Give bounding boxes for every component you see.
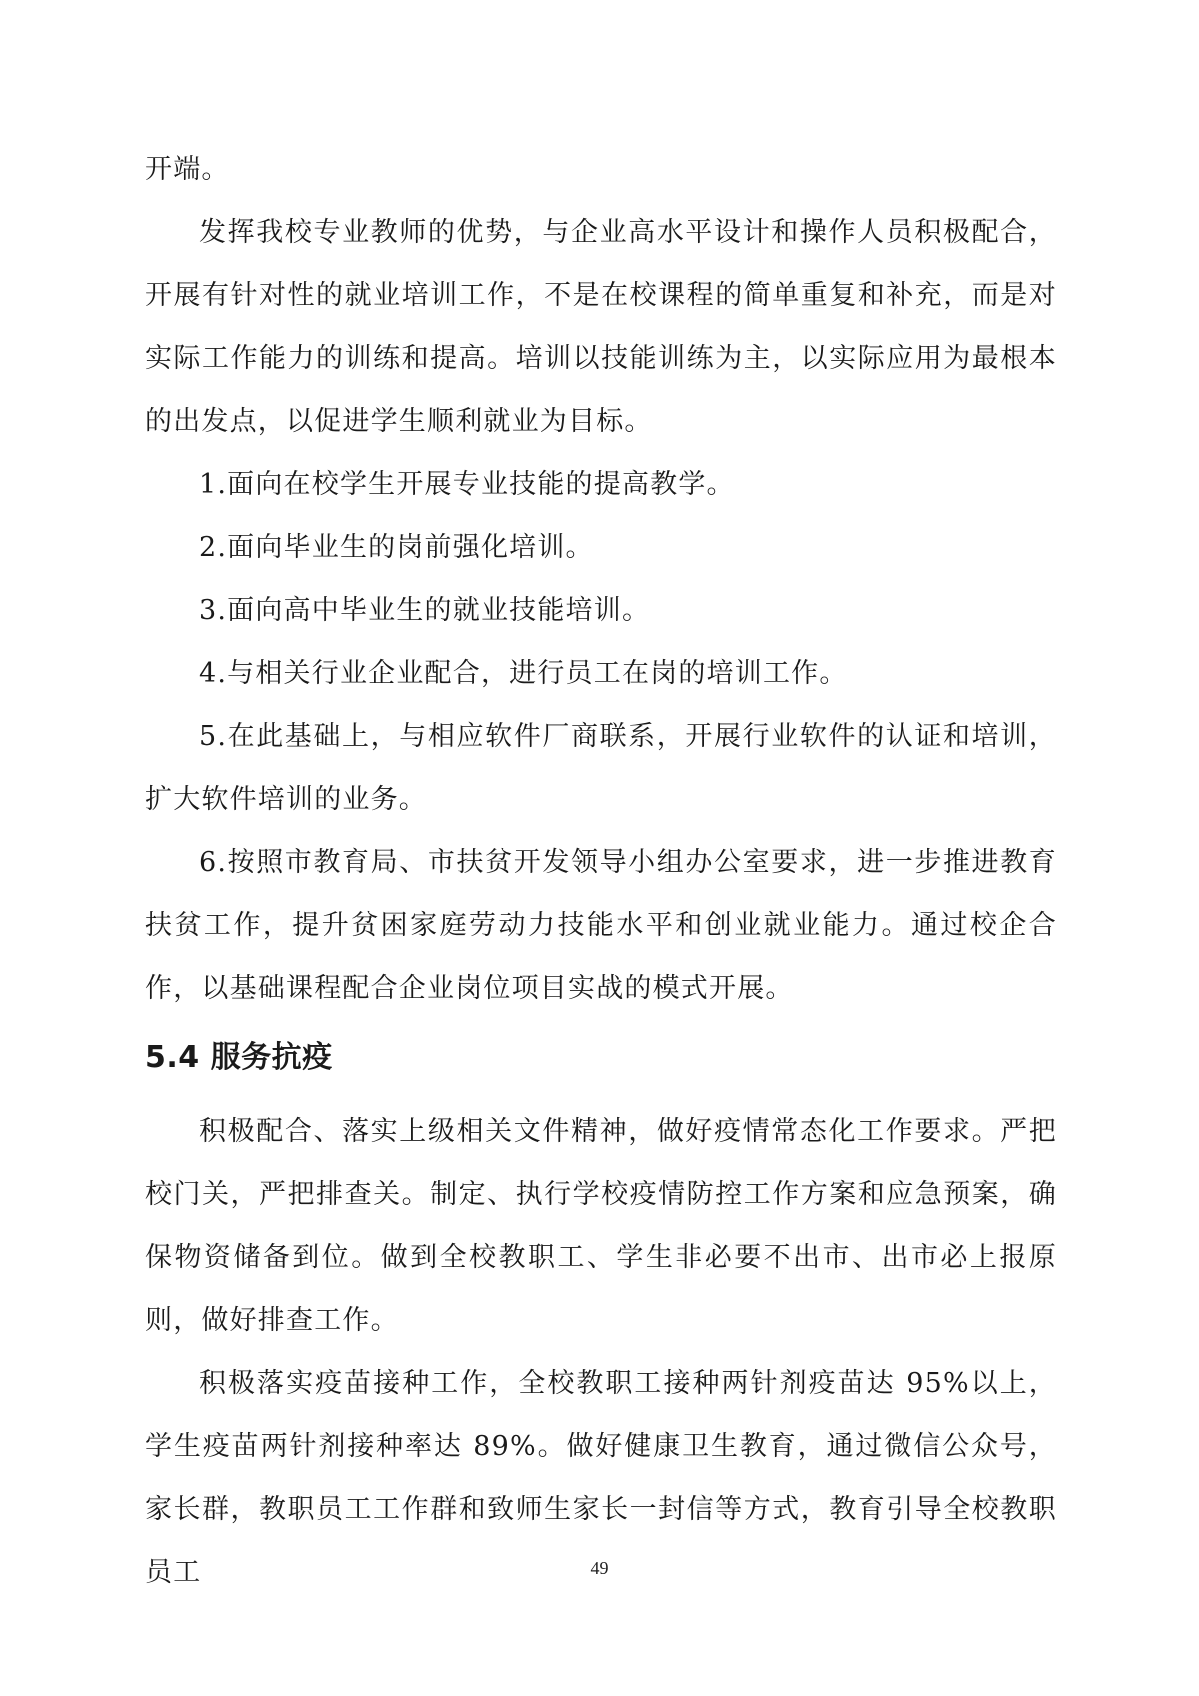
section-paragraph: 积极配合、落实上级相关文件精神，做好疫情常态化工作要求。严把校门关，严把排查关。制定、执行学校疫情防控工作方案和应急预案，确保物资储备到位。做到全校教职工、学生非必要不出市、出市必上报原则，做好排查工作。 xyxy=(145,1116,1057,1336)
section-heading: 5.4 服务抗疫 xyxy=(145,1040,333,1075)
list-item: 2.面向毕业生的岗前强化培训。 xyxy=(199,532,594,563)
continuation-text: 开端。 xyxy=(145,154,230,185)
page-number: 49 xyxy=(590,1558,609,1578)
section-paragraph: 积极落实疫苗接种工作，全校教职工接种两针剂疫苗达 95%以上，学生疫苗两针剂接种率达 89%。做好健康卫生教育，通过微信公众号，家长群，教职员工工作群和致师生家长一封信等方式，教育引导全校教职员工 xyxy=(145,1368,1057,1588)
page-content xyxy=(145,138,1057,1604)
list-item: 1.面向在校学生开展专业技能的提高教学。 xyxy=(199,469,735,500)
list-item: 4.与相关行业企业配合，进行员工在岗的培训工作。 xyxy=(199,658,848,689)
intro-paragraph: 发挥我校专业教师的优势，与企业高水平设计和操作人员积极配合，开展有针对性的就业培训工作，不是在校课程的简单重复和补充，而是对实际工作能力的训练和提高。培训以技能训练为主，以实际应用为最根本的出发点，以促进学生顺利就业为目标。 xyxy=(145,217,1057,437)
list-item: 5.在此基础上，与相应软件厂商联系，开展行业软件的认证和培训，扩大软件培训的业务。 xyxy=(145,721,1057,815)
list-item: 6.按照市教育局、市扶贫开发领导小组办公室要求，进一步推进教育扶贫工作，提升贫困家庭劳动力技能水平和创业就业能力。通过校企合作，以基础课程配合企业岗位项目实战的模式开展。 xyxy=(145,847,1057,1004)
list-item: 3.面向高中毕业生的就业技能培训。 xyxy=(199,595,651,626)
